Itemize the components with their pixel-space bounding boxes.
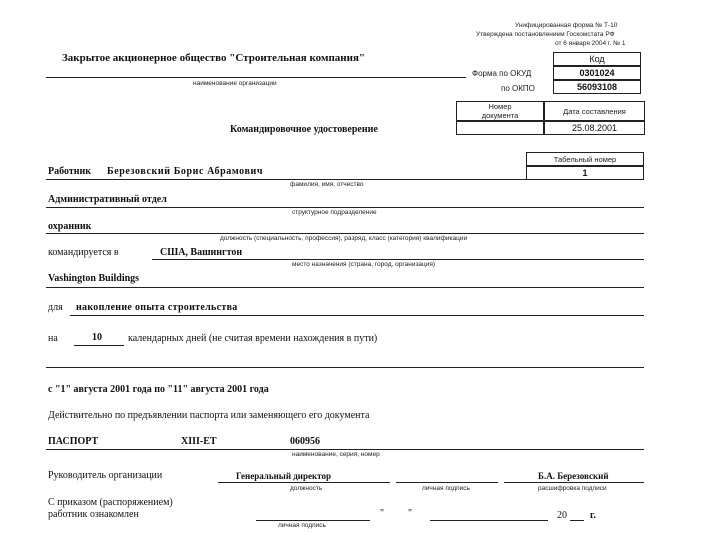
passport-caption: наименование, серия, номер: [292, 451, 380, 458]
sent-label: командируется в: [48, 247, 119, 258]
head-sign-caption: личная подпись: [422, 485, 470, 492]
okud-cell: [553, 66, 641, 80]
head-position: Генеральный директор: [236, 471, 331, 481]
position-caption: должность (специальность, профессия), разряд, класс (категория) квалификации: [220, 235, 468, 242]
tab-number-label: Табельный номер: [553, 154, 617, 164]
duration-suffix: календарных дней (не считая времени нахождения в пути): [128, 333, 378, 344]
purpose-line: [70, 315, 644, 316]
head-position-line: [218, 482, 390, 483]
okpo-cell: [553, 80, 641, 94]
employee-label: Работник: [48, 166, 92, 177]
position: охранник: [48, 221, 92, 232]
destination-organization-line: [46, 287, 644, 288]
duration-days: 10: [92, 332, 102, 343]
department-line: [46, 207, 644, 208]
duration-days-line: [74, 345, 124, 346]
employee-name-caption: фамилия, имя, отчество: [290, 181, 364, 188]
passport-series: XIII-ЕТ: [181, 436, 217, 447]
document-title: Командировочное удостоверение: [230, 124, 378, 135]
destination: США, Вашингтон: [160, 247, 243, 258]
passport-type: ПАСПОРТ: [48, 436, 99, 447]
ack-line-2: работник ознакомлен: [48, 509, 139, 520]
doc-date-cell: [544, 121, 645, 135]
year-line: [570, 520, 584, 521]
department: Административный отдел: [48, 194, 167, 205]
form-note-1: Унифицированная форма № Т-10: [515, 22, 618, 29]
code-header-cell: [553, 52, 641, 66]
head-name: Б.А. Березовский: [538, 471, 609, 481]
head-name-caption: расшифровка подписи: [538, 485, 607, 492]
passport-label: Действительно по предъявлении паспорта или заменяющего его документа: [48, 410, 370, 421]
duration-prefix: на: [48, 333, 58, 344]
blank-line: [46, 367, 644, 368]
code-header-label: Код: [589, 54, 605, 64]
form-note-3: от 6 января 2004 г. № 1: [555, 40, 626, 47]
purpose-label: для: [48, 302, 63, 313]
doc-date-value: 25.08.2001: [571, 123, 618, 133]
purpose: накопление опыта строительства: [76, 302, 238, 313]
ack-sign-line: [256, 520, 370, 521]
destination-line: [152, 259, 644, 260]
passport-line: [46, 449, 644, 450]
department-caption: структурное подразделение: [292, 209, 377, 216]
ack-line-1: С приказом (распоряжением): [48, 497, 173, 508]
ack-sign-caption: личная подпись: [278, 522, 326, 529]
tab-number-value: 1: [582, 168, 588, 178]
destination-caption: место назначения (страна, город, организация): [292, 261, 436, 268]
form-note-2: Утверждена постановлением Госкомстата РФ: [476, 31, 615, 38]
head-name-line: [504, 482, 644, 483]
tab-number-header: [526, 152, 644, 166]
year-prefix: 20: [557, 510, 567, 521]
head-position-caption: должность: [290, 485, 323, 492]
employee-name: Березовский Борис Абрамович: [107, 166, 264, 177]
organization-line: [46, 77, 466, 78]
quote-open: ": [380, 508, 385, 519]
year-suffix: г.: [590, 510, 596, 521]
okud-value: 0301024: [579, 68, 615, 78]
employee-name-line: [46, 179, 644, 180]
head-label: Руководитель организации: [48, 470, 163, 481]
organization-name: Закрытое акционерное общество "Строительная компания": [62, 52, 366, 64]
tab-number-cell: [526, 166, 644, 180]
trip-period: с "1" августа 2001 года по "11" августа 2001 года: [48, 384, 269, 395]
okpo-label: по ОКПО: [501, 84, 535, 93]
doc-date-header: [544, 101, 645, 121]
passport-number: 060956: [290, 436, 320, 447]
okud-label: Форма по ОКУД: [472, 69, 532, 78]
ack-date-line: [430, 520, 548, 521]
organization-caption: наименование организации: [193, 80, 277, 87]
position-line: [46, 233, 644, 234]
doc-number-header: [456, 101, 544, 121]
head-sign-line: [396, 482, 498, 483]
quote-close: ": [408, 508, 413, 519]
doc-number-cell: [456, 121, 544, 135]
doc-date-label: Дата составления: [563, 106, 626, 116]
destination-organization: Vashington Buildings: [48, 273, 140, 284]
okpo-value: 56093108: [576, 82, 618, 92]
doc-number-label: Номер документа: [481, 102, 519, 120]
